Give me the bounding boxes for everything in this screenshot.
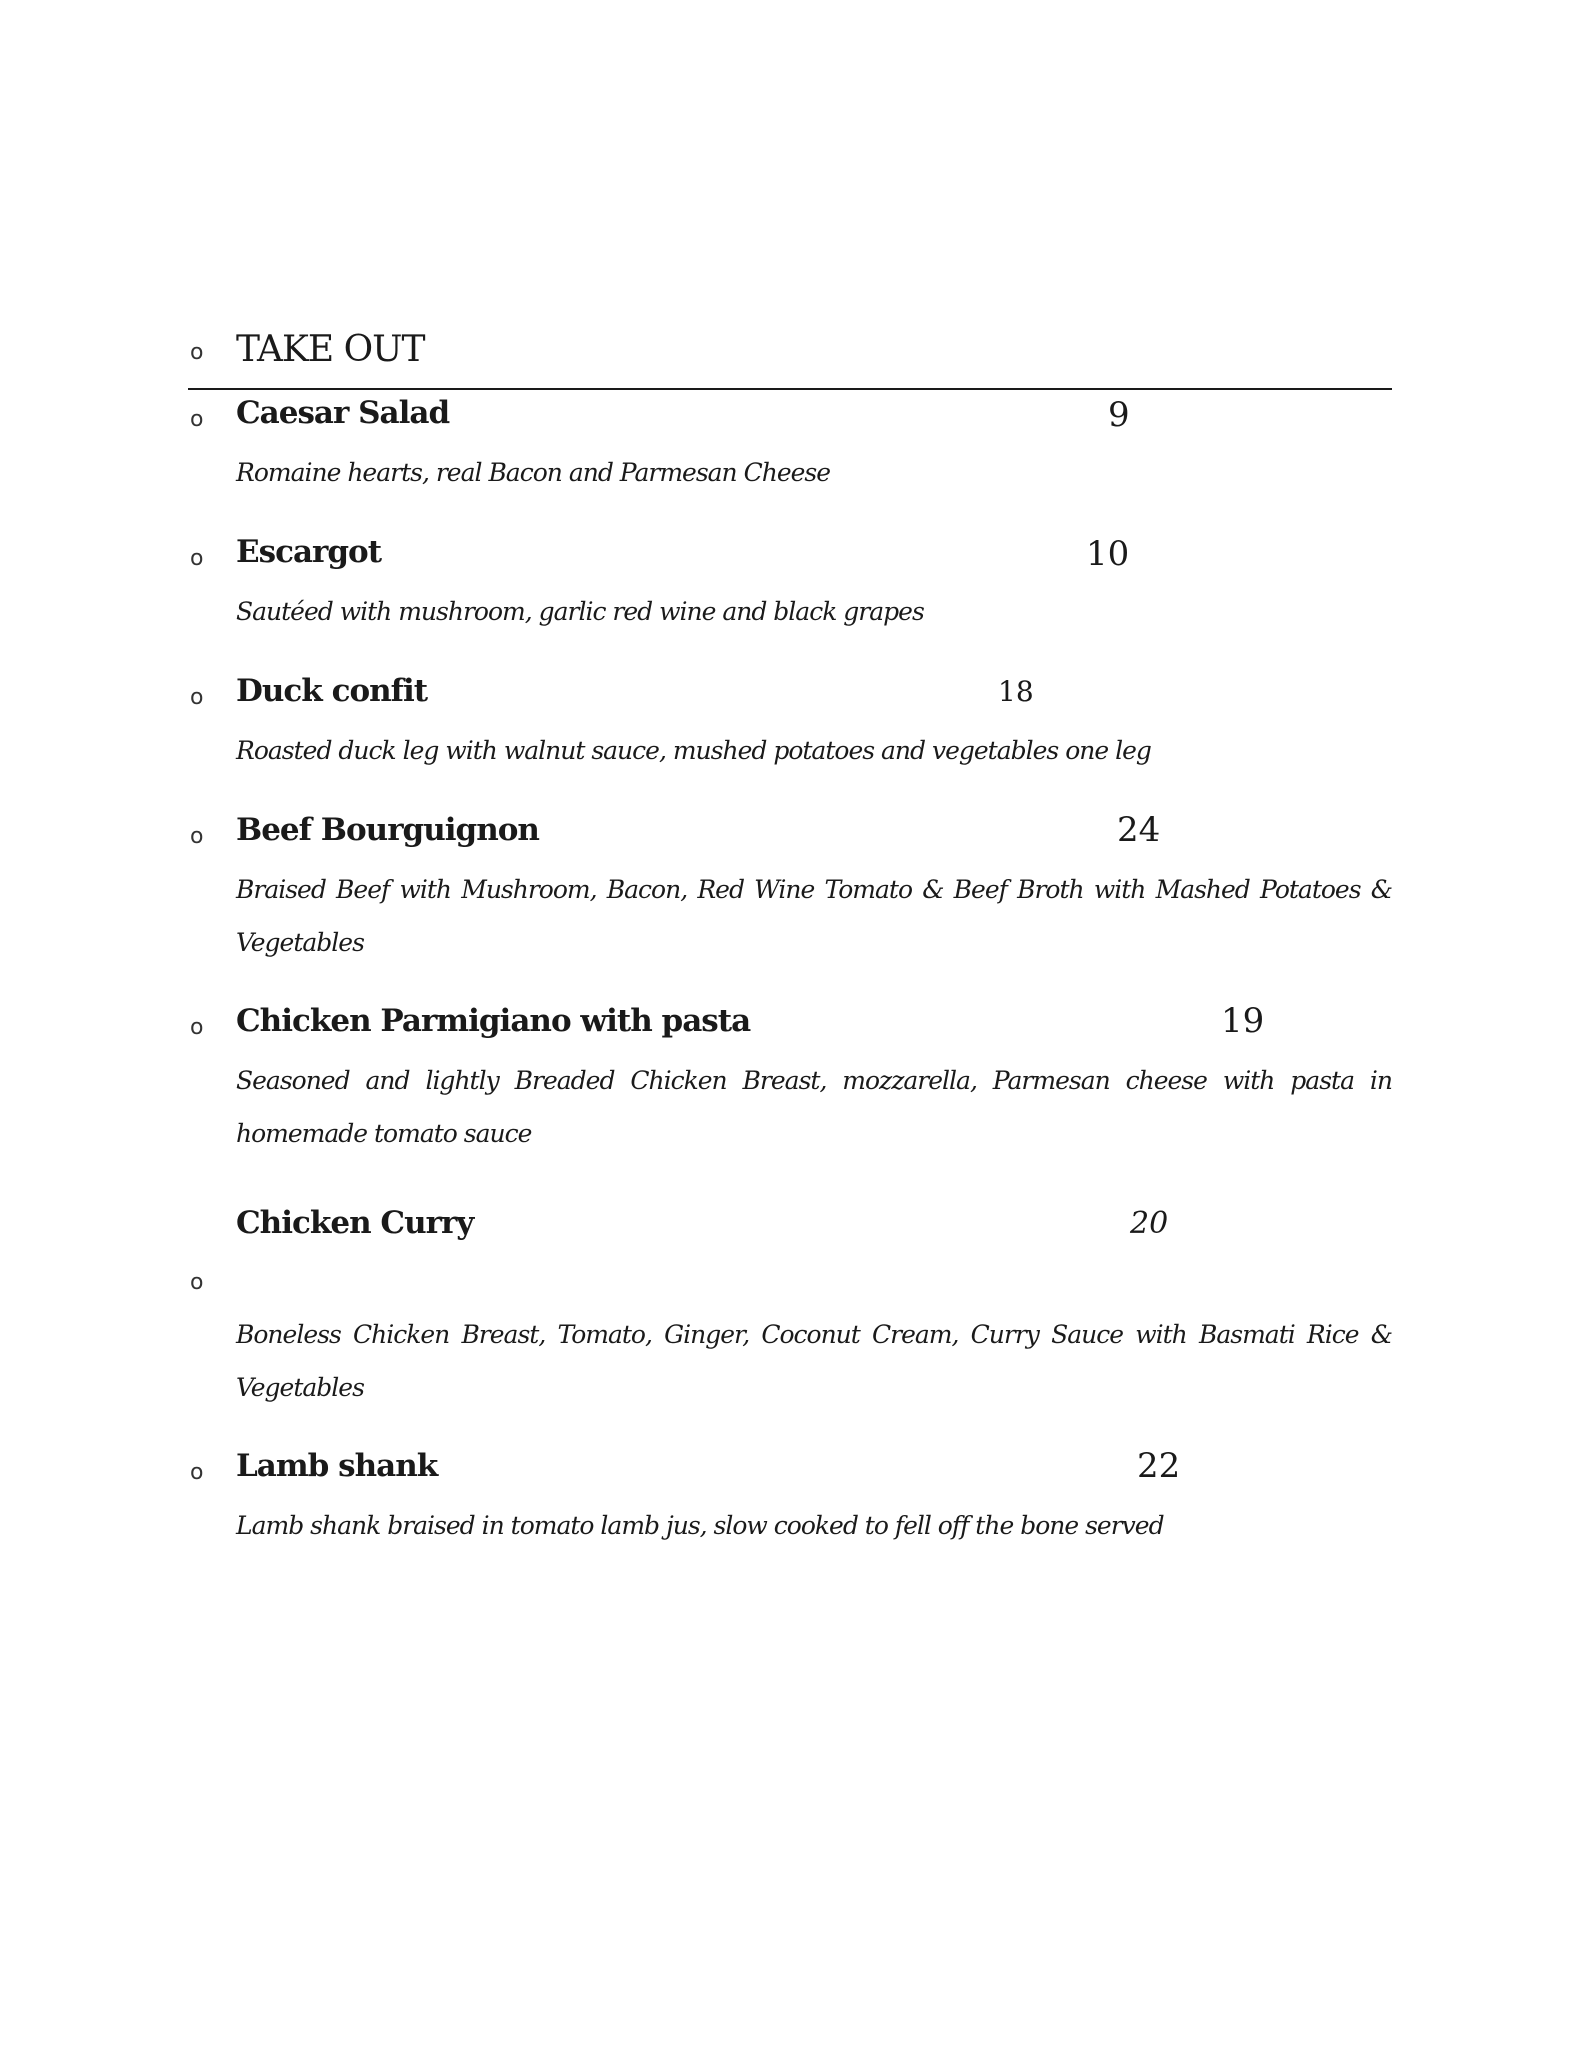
list-bullet: o bbox=[190, 824, 204, 849]
menu-item-name: Lamb shank bbox=[236, 1448, 438, 1484]
menu-item-name: Escargot bbox=[236, 534, 382, 570]
menu-item-description: Lamb shank braised in tomato lamb jus, slow cooked to fell off the bone served bbox=[236, 1511, 1164, 1540]
menu-item-name: Chicken Parmigiano with pasta bbox=[236, 1003, 751, 1039]
menu-item-description: Boneless Chicken Breast, Tomato, Ginger, Coconut Cream, Curry Sauce with Basmati Rice & Vegetables bbox=[236, 1320, 1392, 1402]
list-bullet: o bbox=[190, 1460, 204, 1485]
menu-item-name: Caesar Salad bbox=[236, 395, 450, 431]
menu-item-description: Roasted duck leg with walnut sauce, mushed potatoes and vegetables one leg bbox=[236, 736, 1151, 765]
menu-item-description: Braised Beef with Mushroom, Bacon, Red Wine Tomato & Beef Broth with Mashed Potatoes & Vegetables bbox=[236, 875, 1392, 957]
list-bullet: o bbox=[190, 407, 204, 432]
menu-item-price: 19 bbox=[1221, 1001, 1265, 1041]
section-title: TAKE OUT bbox=[236, 329, 425, 370]
menu-item-description: Romaine hearts, real Bacon and Parmesan Cheese bbox=[236, 458, 831, 487]
list-bullet: o bbox=[190, 1270, 204, 1295]
menu-item-price: 10 bbox=[1086, 534, 1130, 574]
list-bullet: o bbox=[190, 685, 204, 710]
list-bullet: o bbox=[190, 546, 204, 571]
menu-item-price: 22 bbox=[1137, 1446, 1181, 1486]
menu-item-price: 24 bbox=[1117, 810, 1161, 850]
menu-item-price: 9 bbox=[1108, 395, 1130, 435]
menu-item-description: Seasoned and lightly Breaded Chicken Breast, mozzarella, Parmesan cheese with pasta in homemade tomato sauce bbox=[236, 1066, 1392, 1148]
menu-item-name: Duck confit bbox=[236, 673, 428, 709]
menu-item-price: 20 bbox=[1130, 1206, 1169, 1241]
menu-item-price: 18 bbox=[998, 675, 1034, 708]
menu-item-name: Beef Bourguignon bbox=[236, 812, 539, 848]
list-bullet: o bbox=[190, 1015, 204, 1040]
menu-item-description: Sautéed with mushroom, garlic red wine and black grapes bbox=[236, 597, 924, 626]
list-bullet: o bbox=[190, 340, 204, 365]
heading-divider bbox=[188, 388, 1392, 390]
menu-item-name: Chicken Curry bbox=[236, 1205, 474, 1241]
